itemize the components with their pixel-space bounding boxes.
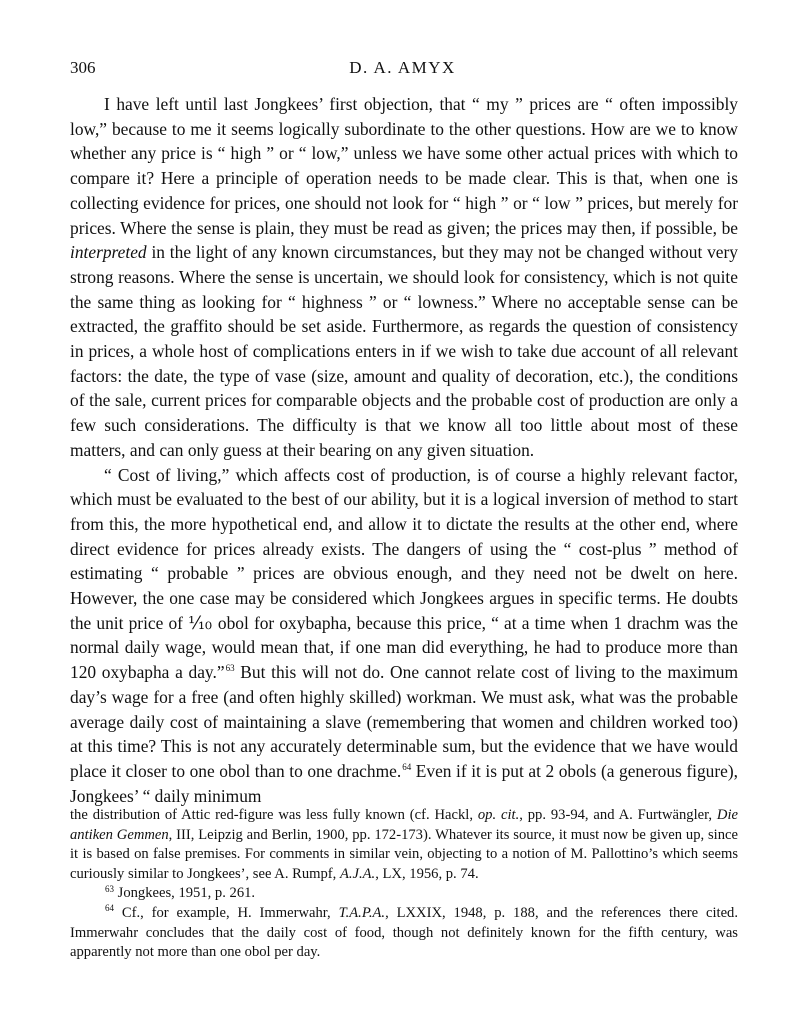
- running-title: D. A. AMYX: [349, 58, 456, 77]
- footnote-marker: 64: [105, 903, 114, 914]
- page-header: [70, 58, 735, 84]
- footnote-marker: 63: [105, 883, 114, 894]
- footnote-continuation: the distribution of Attic red-figure was less fully known (cf. Hackl, op. cit., pp. 93-94, and A. Furtwängler, Die antiken Gemmen, III, Leipzig and Berlin, 1900, pp. 172-173). Whatever its source, it must now be given up, since it is based on false premises. For comments in similar vein, objecting to a notion of M. Pallottino’s which seems curiously similar to Jongkees’, see A. Rumpf, A.J.A., LX, 1956, p. 74.: [70, 807, 738, 882]
- body-paragraph: I have left until last Jongkees’ first objection, that “ my ” prices are “ often impossibly low,” because to me it seems logically subordinate to the other questions. How are we to know whether any price is “ high ” or “ low,” unless we have some other actual prices with which to compare it? Here a principle of operation needs to be made clear. This is that, when one is collecting evidence for prices, one should not look for “ high ” or “ low ” prices, but merely for prices. Where the sense is plain, they must be read as given; the prices may then, if possible, be interpreted in the light of any known circumstances, but they may not be changed without very strong reasons. Where the sense is uncertain, we should look for consistency, which is not quite the same thing as looking for “ highness ” or “ lowness.” Where no acceptable sense can be extracted, the graffito should be set aside. Furthermore, as regards the question of consistency in prices, a whole host of complications enters in if we wish to take due account of all relevant factors: the date, the type of vase (size, amount and quality of decoration, etc.), the conditions of the sale, current prices for comparable objects and the probable cost of production are only a few such considerations. The difficulty is that we know all too little about most of these matters, and can only guess at their bearing on any given situation.: [70, 94, 738, 460]
- main-text: [70, 92, 738, 808]
- footnotes: [70, 806, 738, 963]
- footnote-64: $^{64}$ Cf., for example, H. Immerwahr, T.A.P.A., LXXIX, 1948, p. 188, and the references there cited. Immerwahr concludes that the daily cost of food, though not definitely known for the fifth century, was apparently not more than one obol per day.: [70, 903, 738, 961]
- page-number: 306: [70, 58, 96, 77]
- footnote-ref-63: 63: [225, 663, 235, 674]
- footnote-63: $^{63}$ Jongkees, 1951, p. 261.: [105, 883, 256, 902]
- body-paragraph: “ Cost of living,” which affects cost of production, is of course a highly relevant factor, which must be evaluated to the best of our ability, but it is a logical inversion of method to start from this, the more hypothetical end, and allow it to dictate the results at the other end, where direct evidence for prices already exists. The dangers of using the “ cost-plus ” method of estimating “ probable ” prices are obvious enough, and they need not be dwelt on here. However, the one case may be considered which Jongkees argues in specific terms. He doubts the unit price of ⅒ obol for oxybapha, because this price, “ at a time when 1 drachm was the normal daily wage, would mean that, if one man did everything, he had to produce more than 120 oxybapha a day.”$^{63}$ But this will not do. One cannot relate cost of living to the maximum day’s wage for a free (and often highly skilled) workman. We must ask, what was the probable average daily cost of maintaining a slave (remembering that women and children worked too) at this time? This is not any accurately determinable sum, but the evidence that we have would place it closer to one obol than to one drachme.$^{64}$ Even if it is put at 2 obols (a generous figure), Jongkees’ “ daily minimum: [70, 464, 739, 806]
- footnote-ref-64: 64: [402, 762, 412, 773]
